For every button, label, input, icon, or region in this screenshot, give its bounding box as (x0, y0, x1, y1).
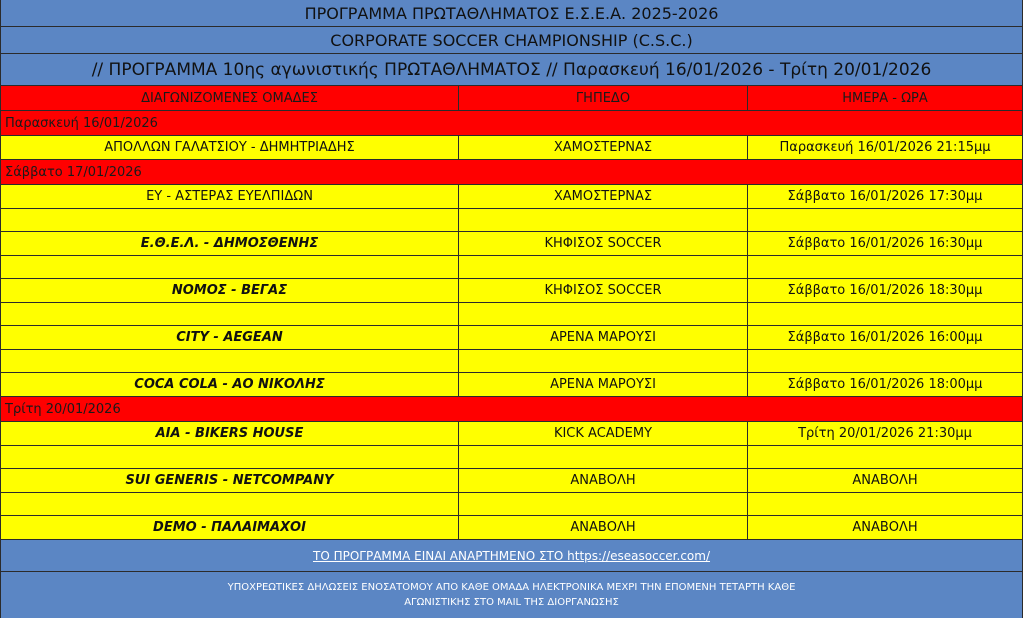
match-teams: COCA COLA - ΑΟ ΝΙΚΟΛΗΣ (1, 373, 459, 396)
empty-cell (748, 209, 1022, 231)
empty-cell (748, 493, 1022, 515)
spacer-row (1, 303, 1022, 326)
empty-cell (1, 446, 459, 468)
empty-cell (459, 303, 748, 325)
column-header-teams: ΔΙΑΓΩΝΙΖΟΜΕΝΕΣ ΟΜΑΔΕΣ (1, 86, 459, 110)
match-row (1, 232, 1022, 256)
match-venue: ΑΝΑΒΟΛΗ (459, 516, 748, 539)
empty-cell (748, 350, 1022, 372)
match-venue: ΚΗΦΙΣΟΣ SOCCER (459, 232, 748, 255)
day-row-tuesday (1, 397, 1022, 422)
match-teams: ΑΠΟΛΛΩΝ ΓΑΛΑΤΣΙΟΥ - ΔΗΜΗΤΡΙΑΔΗΣ (1, 136, 459, 159)
match-datetime: ΑΝΑΒΟΛΗ (852, 520, 918, 535)
championship-title: CORPORATE SOCCER CHAMPIONSHIP (C.S.C.) (330, 30, 693, 50)
match-datetime: Σάββατο 16/01/2026 16:00μμ (787, 330, 983, 345)
day-row-friday (1, 111, 1022, 136)
spacer-row (1, 350, 1022, 373)
spacer-row (1, 209, 1022, 232)
match-venue: ΑΡΕΝΑ ΜΑΡΟΥΣΙ (459, 326, 748, 349)
match-datetime: Παρασκευή 16/01/2026 21:15μμ (779, 140, 991, 155)
match-venue: ΧΑΜΟΣΤΕΡΝΑΣ (459, 136, 748, 159)
match-datetime: Σάββατο 16/01/2026 17:30μμ (787, 189, 983, 204)
match-datetime: Τρίτη 20/01/2026 21:30μμ (798, 426, 972, 441)
column-header-row (1, 86, 1022, 111)
match-teams: ΕΥ - ΑΣΤΕΡΑΣ ΕΥΕΛΠΙΔΩΝ (1, 185, 459, 208)
empty-cell (748, 303, 1022, 325)
empty-cell (459, 209, 748, 231)
match-teams: AIA - BIKERS HOUSE (1, 422, 459, 445)
empty-cell (1, 493, 459, 515)
spacer-row (1, 446, 1022, 469)
day-label: Τρίτη 20/01/2026 (5, 401, 121, 417)
empty-cell (748, 446, 1022, 468)
page-title: ΠΡΟΓΡΑΜΜΑ ΠΡΩΤΑΘΛΗΜΑΤΟΣ Ε.Σ.Ε.Α. 2025-2026 (304, 3, 719, 23)
schedule-headline: // ΠΡΟΓΡΑΜΜΑ 10ης αγωνιστικής ΠΡΩΤΑΘΛΗΜΑΤΟΣ // Παρασκευή 16/01/2026 - Τρίτη 20/01/2026 (91, 59, 932, 80)
empty-cell (459, 493, 748, 515)
empty-cell (1, 209, 459, 231)
empty-cell (1, 350, 459, 372)
match-datetime: Σάββατο 16/01/2026 18:30μμ (787, 283, 983, 298)
match-teams: SUI GENERIS - NETCOMPANY (1, 469, 459, 492)
match-row (1, 516, 1022, 540)
match-venue: ΚΗΦΙΣΟΣ SOCCER (459, 279, 748, 302)
empty-cell (1, 303, 459, 325)
title-row (1, 0, 1022, 27)
match-datetime: Σάββατο 16/01/2026 18:00μμ (787, 377, 983, 392)
empty-cell (459, 446, 748, 468)
spacer-row (1, 493, 1022, 516)
empty-cell (748, 256, 1022, 278)
match-datetime: ΑΝΑΒΟΛΗ (852, 473, 918, 488)
match-venue: ΧΑΜΟΣΤΕΡΝΑΣ (459, 185, 748, 208)
spacer-row (1, 256, 1022, 279)
empty-cell (459, 256, 748, 278)
empty-cell (1, 256, 459, 278)
match-teams: ΝΟΜΟΣ - ΒΕΓΑΣ (1, 279, 459, 302)
footer-note (1, 572, 1022, 618)
match-teams: CITY - AEGEAN (1, 326, 459, 349)
website-link[interactable]: ΤΟ ΠΡΟΓΡΑΜΜΑ ΕΙΝΑΙ ΑΝΑΡΤΗΜΕΝΟ ΣΤΟ https://eseasoccer.com/ (312, 548, 711, 563)
match-teams: DEMO - ΠΑΛΑΙΜΑΧΟΙ (1, 516, 459, 539)
match-row (1, 136, 1022, 160)
match-teams: Ε.Θ.Ε.Λ. - ΔΗΜΟΣΘΕΝΗΣ (1, 232, 459, 255)
footer-note-line-2: ΑΓΩΝΙΣΤΙΚΗΣ ΣΤΟ MAIL ΤΗΣ ΔΙΟΡΓΑΝΩΣΗΣ (404, 597, 619, 608)
footer-note-line-1: ΥΠΟΧΡΕΩΤΙΚΕΣ ΔΗΛΩΣΕΙΣ ΕΝΟΣΑΤΟΜΟΥ ΑΠΟ ΚΑΘΕ ΟΜΑΔΑ ΗΛΕΚΤΡΟΝΙΚΑ ΜΕΧΡΙ ΤΗΝ ΕΠΟΜΕΝΗ ΤΕΤΑΡΤΗ ΚΑΘΕ (227, 582, 796, 593)
match-datetime: Σάββατο 16/01/2026 16:30μμ (787, 236, 983, 251)
note-row-container (1, 572, 1022, 618)
schedule-headline-row (1, 54, 1022, 86)
day-label: Σάββατο 17/01/2026 (5, 164, 142, 180)
match-row (1, 469, 1022, 493)
match-row (1, 279, 1022, 303)
match-venue: ΑΡΕΝΑ ΜΑΡΟΥΣΙ (459, 373, 748, 396)
column-header-datetime: ΗΜΕΡΑ - ΩΡΑ (842, 90, 928, 106)
match-venue: ΑΝΑΒΟΛΗ (459, 469, 748, 492)
match-venue: KICK ACADEMY (459, 422, 748, 445)
column-header-venue: ΓΗΠΕΔΟ (459, 86, 748, 110)
day-row-saturday (1, 160, 1022, 185)
empty-cell (459, 350, 748, 372)
match-row (1, 422, 1022, 446)
match-row (1, 185, 1022, 209)
day-label: Παρασκευή 16/01/2026 (5, 115, 158, 131)
match-row (1, 373, 1022, 397)
match-row (1, 326, 1022, 350)
link-row (1, 540, 1022, 572)
subtitle-row (1, 27, 1022, 54)
